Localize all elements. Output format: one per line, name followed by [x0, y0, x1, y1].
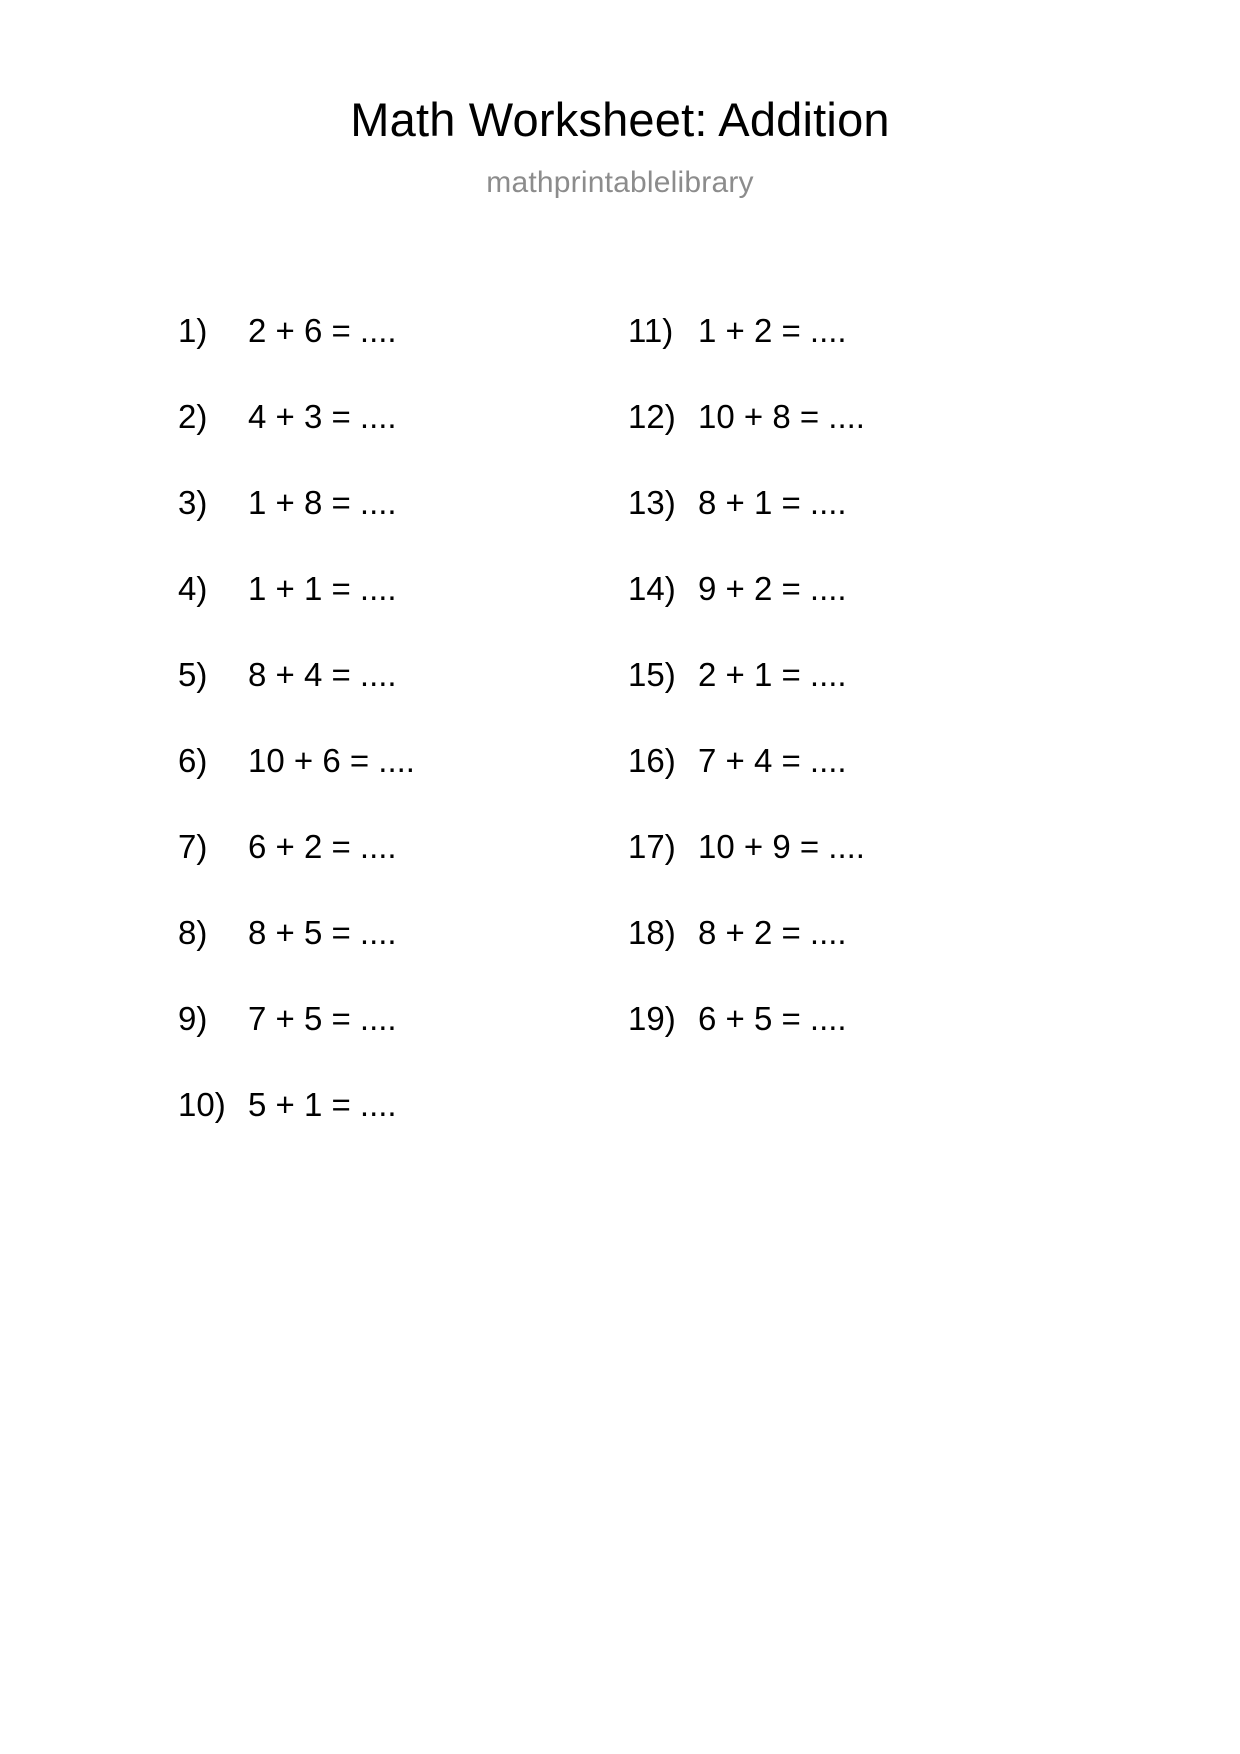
problem-item [628, 546, 1078, 632]
problem-number: 17) [628, 828, 676, 865]
problem-expression: 1 + 8 = .... [248, 484, 397, 521]
problem-expression: 1 + 1 = .... [248, 570, 397, 607]
problem-expression: 8 + 1 = .... [698, 484, 847, 521]
problem-number: 11) [628, 312, 674, 349]
problem-number: 19) [628, 1000, 676, 1037]
problem-expression: 2 + 1 = .... [698, 656, 847, 693]
problem-number: 7) [178, 828, 208, 865]
problem-number: 1) [178, 312, 208, 349]
problem-number: 9) [178, 1000, 208, 1037]
problem-item [178, 460, 628, 546]
problem-expression: 8 + 5 = .... [248, 914, 397, 951]
problem-number: 6) [178, 742, 208, 779]
problem-expression: 7 + 5 = .... [248, 1000, 397, 1037]
problem-item [178, 890, 628, 976]
problem-number: 18) [628, 914, 676, 951]
problem-item [628, 804, 1078, 890]
problem-number: 2) [178, 398, 208, 435]
page-subtitle: mathprintablelibrary [486, 166, 754, 199]
problem-item [628, 288, 1078, 374]
problem-item [178, 804, 628, 890]
page-title: Math Worksheet: Addition [350, 93, 890, 146]
problem-expression: 10 + 9 = .... [698, 828, 865, 865]
problem-number: 8) [178, 914, 208, 951]
problem-number: 5) [178, 656, 208, 693]
problem-item [628, 374, 1078, 460]
problem-number: 14) [628, 570, 676, 607]
problem-number: 16) [628, 742, 676, 779]
problem-expression: 10 + 8 = .... [698, 398, 865, 435]
problem-item [178, 976, 628, 1062]
problem-number: 13) [628, 484, 676, 521]
problem-item [628, 976, 1078, 1062]
problem-number: 10) [178, 1086, 226, 1123]
problem-expression: 8 + 2 = .... [698, 914, 847, 951]
problem-expression: 1 + 2 = .... [698, 312, 847, 349]
problem-item [178, 632, 628, 718]
problem-item [628, 890, 1078, 976]
problem-expression: 5 + 1 = .... [248, 1086, 397, 1123]
problem-expression: 6 + 2 = .... [248, 828, 397, 865]
problem-expression: 10 + 6 = .... [248, 742, 415, 779]
problem-item [178, 288, 628, 374]
problem-item [178, 546, 628, 632]
problem-item [178, 374, 628, 460]
problem-expression: 2 + 6 = .... [248, 312, 397, 349]
problem-number: 3) [178, 484, 208, 521]
problem-expression: 4 + 3 = .... [248, 398, 397, 435]
problem-expression: 7 + 4 = .... [698, 742, 847, 779]
problem-column-left [178, 288, 628, 1148]
problem-item [628, 632, 1078, 718]
problem-number: 4) [178, 570, 208, 607]
problem-columns [0, 288, 1240, 1148]
problem-column-right [628, 288, 1078, 1062]
problem-expression: 8 + 4 = .... [248, 656, 397, 693]
problem-item [628, 718, 1078, 804]
problem-expression: 6 + 5 = .... [698, 1000, 847, 1037]
problem-item [628, 460, 1078, 546]
problem-number: 12) [628, 398, 676, 435]
problem-number: 15) [628, 656, 676, 693]
problem-item [178, 1062, 628, 1148]
problem-expression: 9 + 2 = .... [698, 570, 847, 607]
problem-item [178, 718, 628, 804]
